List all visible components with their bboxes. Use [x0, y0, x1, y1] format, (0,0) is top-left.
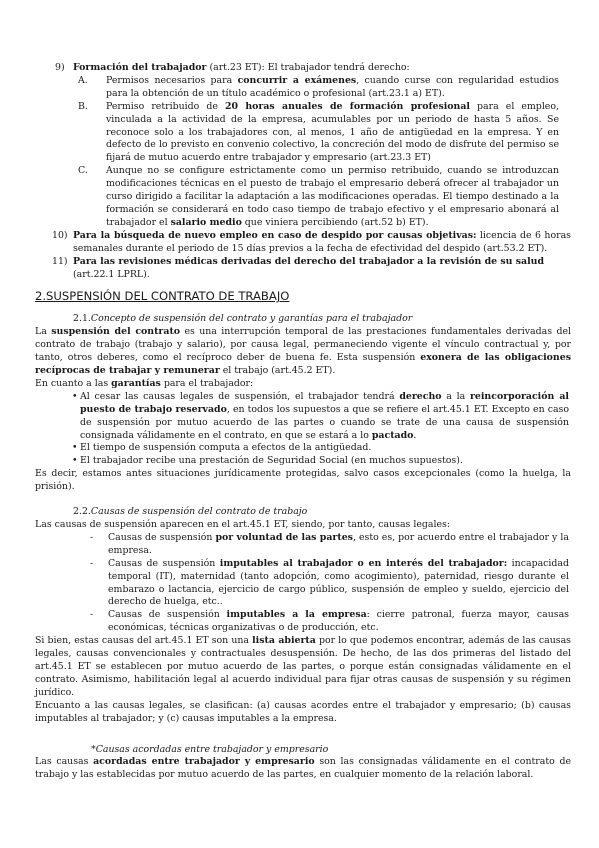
paragraph: [35, 635, 571, 700]
text: Si bien, estas causas del art.45.1 ET son una: [35, 635, 253, 647]
text: .: [413, 429, 417, 441]
item-text: , cuando curse con regularidad estudios para la obtención de un título académico o profesional (art.23.1 a) ET).: [106, 74, 559, 99]
list-marker: C.: [78, 165, 88, 177]
bullet-marker: •: [72, 455, 78, 467]
section-title: 2.SUSPENSIÓN DEL CONTRATO DE TRABAJO: [35, 289, 290, 304]
bullet-item: [35, 455, 569, 468]
bold-text: imputables a la empresa: [226, 609, 367, 621]
bullet-item: [35, 442, 569, 455]
sublist-item-c: [35, 165, 559, 230]
text: El trabajador recibe una prestación de Seguridad Social (en muchos supuestos).: [80, 455, 463, 467]
subsection-heading: Concepto de suspensión del contrato y garantías para el trabajador: [90, 313, 413, 325]
item-bold-text: salario medio: [170, 216, 242, 228]
subsection-title-2-1: [73, 313, 571, 326]
text: Causas de suspensión: [108, 609, 227, 621]
dash-marker: -: [90, 609, 94, 621]
list-item-11: [35, 256, 571, 282]
text: para el trabajador:: [160, 377, 254, 389]
list-item-9: [35, 62, 571, 75]
item-text: licencia de 6 horas semanales durante el periodo de 15 días previos a la fecha de efectividad del despido (art.53.2 ET).: [73, 229, 571, 254]
dash-marker: -: [90, 531, 94, 543]
dash-item: [35, 558, 569, 610]
text: es una interrupción temporal de las prestaciones fundamentales derivadas del contrato de trabajo (trabajo y salario), por causa legal, permaneciendo vigente el vínculo contractual y, por tanto, otros deberes, como el recíproco deber de buena fe. Esta suspensión: [35, 326, 571, 364]
text: son las consignadas válidamente en el contrato de trabajo y las establecidas por mutuo acuerdo de las partes, en cualquier momento de la relación laboral.: [35, 756, 571, 781]
item-text: Aunque no se configure estrictamente como un permiso retribuido, cuando se introduzcan modificaciones técnicas en el puesto de trabajo el empresario deberá ofrecer al trabajador un curso dirigido a facilitar la adaptación a las modificaciones operadas. El tiempo destinado a la formación se considerará en todo caso tiempo de trabajo efectivo y el empresario abonará al trabajador el: [106, 165, 559, 228]
subsection-heading: Causas de suspensión del contrato de trabajo: [90, 506, 308, 518]
text: Las causas: [35, 756, 94, 768]
paragraph: Encuanto a las causas legales, se clasifican: (a) causas acordes entre el trabajador y empresario; (b) causas imputables al trabajador; y (c) causas imputables a la empresa.: [35, 699, 571, 724]
text: , esto es, por acuerdo entre el trabajador y la empresa.: [108, 531, 569, 556]
text: El tiempo de suspensión computa a efectos de la antigüedad.: [80, 442, 372, 454]
paragraph: [35, 378, 571, 391]
text: Al cesar las causas legales de suspensión, el trabajador tendrá: [80, 390, 400, 402]
list-marker: A.: [78, 74, 88, 86]
text: : cierre patronal, fuerza mayor, causas económicas, técnicas organizativas o de producción, etc.: [108, 609, 569, 634]
bold-text: pactado: [371, 429, 414, 441]
item-bold-text: 20 horas anuales de formación profesional: [224, 100, 470, 112]
bold-text: garantías: [111, 377, 161, 389]
item-text: Permiso retribuido de: [106, 100, 225, 112]
bold-text: reincorporación al puesto de trabajo reservado: [80, 390, 569, 415]
text: incapacidad temporal (IT), maternidad (tanto adopción, como acogimiento), paternidad, riesgo durante el embarazo o lactancia, ejercicio de cargo público, suspensión de empleo y sueldo, ejercicio del derecho de huelga, etc..: [108, 557, 569, 608]
dash-item: [35, 532, 569, 558]
bold-text: lista abierta: [252, 635, 316, 647]
text: a la: [441, 390, 470, 402]
bold-text: exonera de las obligaciones recíprocas de trabajar y remunerar: [35, 352, 571, 377]
bullet-item: [35, 391, 569, 443]
bullet-marker: •: [72, 390, 78, 402]
item-heading: Formación del trabajador: [73, 62, 207, 73]
subsection-title-acordadas: *Causas acordadas entre trabajador y empresario: [91, 743, 329, 755]
item-heading: Para la búsqueda de nuevo empleo en caso de despido por causas objetivas:: [73, 229, 477, 241]
text: Causas de suspensión: [108, 557, 220, 569]
bold-text: imputables al trabajador o en interés del trabajador:: [219, 557, 508, 569]
dash-item: [35, 609, 569, 635]
text: , en todos los supuestos a que se refiere el art.45.1 ET. Excepto en caso de suspensión por mutuo acuerdo de las partes o cuando se trate de una causa de suspensión consignada válidamente en el contrato, en que se estará a lo: [80, 403, 570, 441]
text: La: [35, 326, 52, 338]
item-heading: Para las revisiones médicas derivadas del derecho del trabajador a la revisión de su salud: [73, 255, 545, 267]
list-marker: 9): [55, 62, 65, 73]
subsection-title-2-2: [73, 506, 571, 519]
bullet-marker: •: [72, 442, 78, 454]
paragraph: [35, 326, 571, 378]
text: por lo que podemos encontrar, además de las causas legales, causas convencionales y contractuales desuspensión. De hecho, de las dos primeras del listado del art.45.1 ET se establecen por mutuo acuerdo de las partes, o porque están consignadas válidamente en el contrato. Asimismo, habilitación legal al acuerdo individual para fijar otras causas de suspensión y su régimen jurídico.: [35, 635, 571, 698]
paragraph: [35, 756, 571, 782]
list-marker: B.: [78, 100, 88, 112]
subsection-number: 2.1.: [73, 313, 91, 325]
item-text: (art.23 ET): El trabajador tendrá derecho:: [206, 62, 410, 73]
bold-text: suspensión del contrato: [51, 326, 181, 338]
paragraph: Es decir, estamos antes situaciones jurídicamente protegidas, salvo casos excepcionales (como la huelga, la prisión).: [35, 468, 571, 493]
dash-marker: -: [90, 557, 94, 569]
item-text: (art.22.1 LPRL).: [73, 268, 150, 280]
text: En cuanto a las: [35, 377, 112, 389]
item-text: para el empleo, vinculada a la actividad de la empresa, acumulables por un periodo de hasta 5 años. Se reconoce solo a los trabajadores con, al menos, 1 año de antigüedad en la empresa. Y en defecto de lo previsto en convenio colectivo, la concreción del modo de disfrute del permiso se fijará de mutuo acuerdo entre trabajador y empresario (art.23.3 ET): [106, 100, 559, 164]
item-text: que viniera percibiendo (art.52 b) ET).: [241, 216, 429, 228]
sublist-item-a: [35, 75, 559, 101]
text: Causas de suspensión: [108, 531, 216, 543]
list-item-10: [35, 230, 571, 256]
list-marker: 11): [52, 255, 68, 267]
text: el trabajo (art.45.2 ET).: [219, 365, 336, 377]
list-marker: 10): [52, 229, 68, 241]
paragraph: Las causas de suspensión aparecen en el art.45.1 ET, siendo, por tanto, causas legales:: [35, 519, 450, 530]
item-bold-text: concurrir a exámenes: [237, 74, 357, 86]
bold-text: por voluntad de las partes: [215, 531, 353, 543]
sublist-item-b: [35, 101, 559, 166]
bold-text: derecho: [399, 390, 442, 402]
subsection-number: 2.2.: [73, 506, 91, 518]
bold-text: acordadas entre trabajador y empresario: [93, 756, 315, 768]
item-text: Permisos necesarios para: [106, 74, 238, 86]
